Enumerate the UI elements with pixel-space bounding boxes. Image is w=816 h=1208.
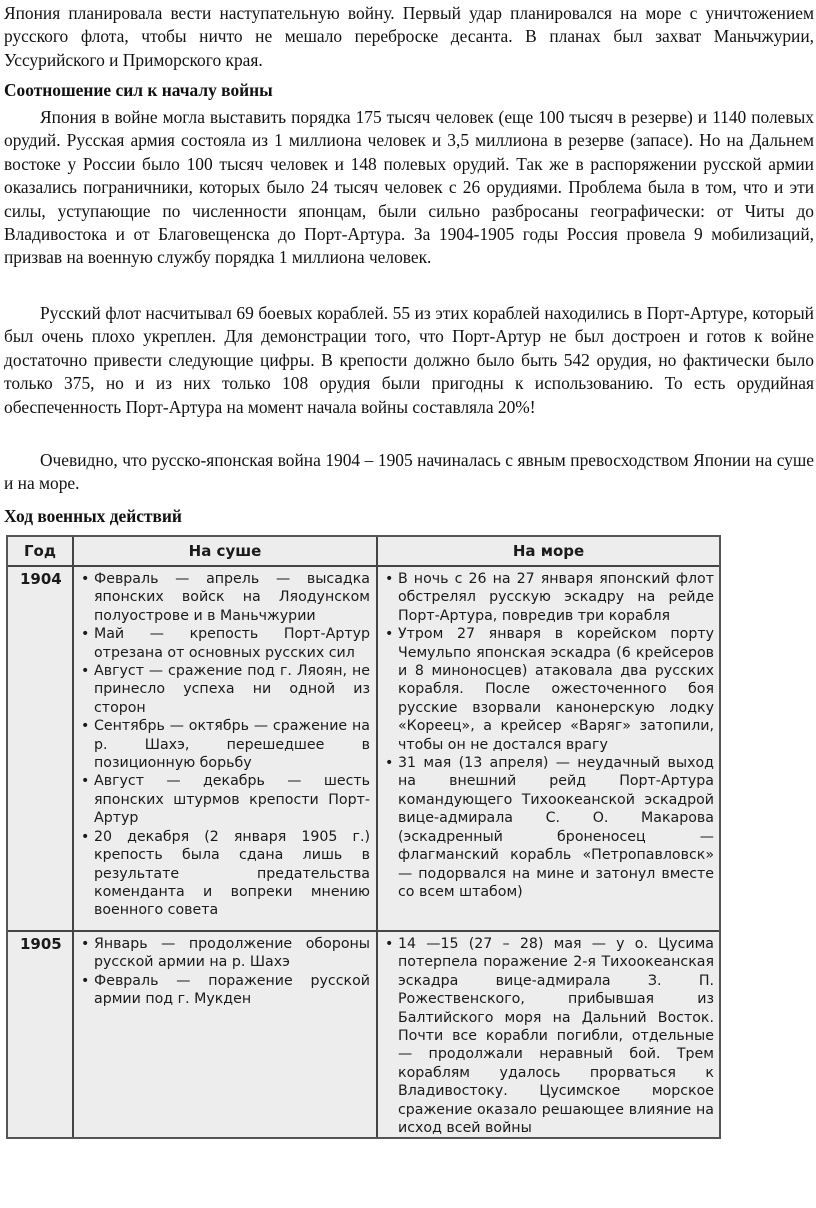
list-item: • Январь — продолжение обороны русской армии на р. Шахэ <box>80 935 370 972</box>
year-1905: 1905 <box>20 935 62 953</box>
paragraph-forces: Япония в войне могла выставить порядка 175 тысяч человек (еще 100 тысяч в резерве) и 1140 полевых орудий. Русская армия состояла из 1 миллиона человек и 3,5 миллиона в резерве (запасе). Но на Дальнем востоке у России было 100 тысяч человек и 148 полевых орудий. Так же в распоряжении русской армии оказались пограничники, которых было 24 тысяч человек с 26 орудиями. Проблема была в том, что и эти силы, уступающие по численности японцам, были сильно разбросаны географически: от Читы до Владивостока и от Благовещенска до Порт-Артура. За 1904-1905 годы Россия провела 9 мобилизаций, призвав на военную службу порядка 1 миллиона человек. <box>4 107 814 268</box>
war-events-table <box>6 535 721 1139</box>
list-item: • Август — сражение под г. Ляоян, не принесло успеха ни одной из сторон <box>80 662 370 717</box>
land-events-1904 <box>80 570 370 920</box>
table-divider-year <box>72 537 74 1137</box>
table-divider-row <box>8 930 719 932</box>
table-divider-land <box>376 537 378 1137</box>
list-item: • Февраль — поражение русской армии под г. Мукден <box>80 972 370 1009</box>
list-item: • Август — декабрь — шесть японских штурмов крепости Порт-Артур <box>80 772 370 827</box>
heading-forces: Соотношение сил к началу войны <box>4 80 273 100</box>
table-divider-header <box>8 565 719 567</box>
list-item: • 31 мая (13 апреля) — неудачный выход на внешний рейд Порт-Артура командующего Тихоокеанской эскадрой вице-адмирала С. О. Макарова (эскадренный броненосец — флагманский корабль «Петропавловск» — подорвался на мине и затонул вместе со всем штабом) <box>384 754 714 901</box>
list-item: • Февраль — апрель — высадка японских войск на Ляодунском полуострове и в Маньчжурии <box>80 570 370 625</box>
list-item: • В ночь с 26 на 27 января японский флот обстрелял русскую эскадру на рейде Порт-Артура, повредив три корабля <box>384 570 714 625</box>
list-item: • Утром 27 января в корейском порту Чемульпо японская эскадра (6 крейсеров и 8 миноносцев) атаковала два русских корабля. После ожесточенного боя русские взорвали канонерскую лодку «Кореец», а крейсер «Варяг» затопили, чтобы он не достался врагу <box>384 625 714 754</box>
heading-course: Ход военных действий <box>4 506 182 526</box>
paragraph-fleet: Русский флот насчитывал 69 боевых кораблей. 55 из этих кораблей находились в Порт-Артуре, который был очень плохо укреплен. Для демонстрации того, что Порт-Артур не был достроен и готов к войне достаточно привести следующие цифры. В крепости должно было быть 542 орудия, но фактически было только 375, но и из них только 108 орудия были пригодны к использованию. То есть орудийная обеспеченность Порт-Артура на момент начала войны составляла 20%! <box>4 303 814 417</box>
land-events-1905 <box>80 935 370 1009</box>
year-1904: 1904 <box>20 570 62 588</box>
paragraph-conclusion: Очевидно, что русско-японская война 1904 – 1905 начиналась с явным превосходством Японии на суше и на море. <box>4 450 814 494</box>
sea-events-1904 <box>384 570 714 901</box>
list-item: • Май — крепость Порт-Артур отрезана от основных русских сил <box>80 625 370 662</box>
header-year: Год <box>24 542 56 560</box>
list-item: • Сентябрь — октябрь — сражение на р. Шахэ, перешедшее в позиционную борьбу <box>80 717 370 772</box>
paragraph-intro: Япония планировала вести наступательную войну. Первый удар планировался на море с уничтожением русского флота, чтобы ничто не мешало переброске десанта. В планах был захват Маньчжурии, Уссурийского и Приморского края. <box>4 3 814 70</box>
list-item: • 20 декабря (2 января 1905 г.) крепость была сдана лишь в результате предательства коменданта и вопреки мнению военного совета <box>80 828 370 920</box>
list-item: • 14 —15 (27 – 28) мая — у о. Цусима потерпела поражение 2-я Тихоокеанская эскадра вице-адмирала З. П. Рожественского, прибывшая из Балтийского моря на Дальний Восток. Почти все корабли погибли, отдельные — продолжали неравный бой. Трем кораблям удалось прорваться к Владивостоку. Цусимское морское сражение оказало решающее влияние на исход всей войны <box>384 935 714 1137</box>
sea-events-1905 <box>384 935 714 1137</box>
header-sea: На море <box>512 542 585 560</box>
header-land: На суше <box>188 542 262 560</box>
